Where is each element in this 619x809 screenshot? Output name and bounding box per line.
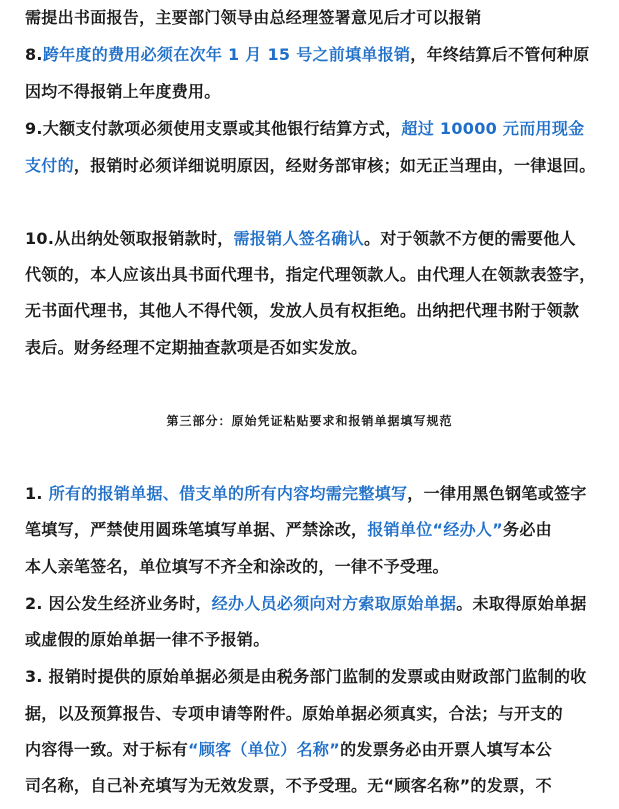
text-line [25,667,587,687]
highlighted-text: 经办人员必须向对方索取原始单据 [211,594,457,613]
text-line [25,119,584,139]
highlighted-text: 报销单位“经办人” [367,520,504,539]
section-heading: 第三部分：原始凭证粘贴要求和报销单据填写规范 [166,414,453,428]
text-segment: 表后。财务经理不定期抽查款项是否如实发放。 [25,338,368,357]
text-segment: 代领的，本人应该出具书面代理书，指定代理领款人。由代理人在领款表签字， [25,265,596,284]
text-segment: 本人亲笔签名，单位填写不齐全和涂改的，一律不予受理。 [25,557,449,576]
text-line [25,82,221,102]
text-line [25,265,596,285]
text-segment: 内容得一致。对于标有 [25,740,189,759]
text-line [25,594,587,614]
text-line [25,740,552,760]
text-segment: 的发票务必由开票人填写本公 [340,740,552,759]
text-line [25,520,552,540]
text-segment: 9.大额支付款项必须使用支票或其他银行结算方式， [25,119,402,138]
highlighted-text: 支付的 [25,156,74,175]
text-segment: ，一律用黑色钢笔或签字 [407,484,587,503]
text-segment: 据，以及预算报告、专项申请等附件。原始单据必须真实，合法；与开支的 [25,704,563,723]
highlighted-text: 所有的报销单据、借支单的所有内容均需完整填写 [48,484,408,503]
text-segment: 需提出书面报告，主要部门领导由总经理签署意见后才可以报销 [25,8,482,27]
highlighted-text: 超过 10000 元而用现金 [401,119,585,138]
text-segment: 务必由 [503,520,552,539]
text-segment: 或虚假的原始单据一律不予报销。 [25,630,270,649]
text-line [25,229,576,249]
text-segment: 。对于领款不方便的需要他人 [363,229,576,248]
text-line [25,45,590,65]
highlighted-text: 需报销人签名确认 [233,229,364,248]
text-segment: 1. [25,484,49,503]
text-segment: 因均不得报销上年度费用。 [25,82,221,101]
text-segment: 无书面代理书，其他人不得代领，发放人员有权拒绝。出纳把代理书附于领款 [25,301,580,320]
text-line [25,484,587,504]
text-line [25,630,270,650]
text-line [25,704,563,724]
highlighted-text: “顾客（单位）名称” [188,740,341,759]
text-segment: 8. [25,45,43,64]
text-segment: 笔填写，严禁使用圆珠笔填写单据、严禁涂改， [25,520,368,539]
text-line [25,156,596,176]
text-line [25,8,481,28]
text-segment: 。未取得原始单据 [456,594,587,613]
text-line [25,557,449,577]
text-segment: 司名称，自己补充填写为无效发票，不予受理。无“顾客名称”的发票，不 [25,776,552,795]
text-segment: ，报销时必须详细说明原因，经财务部审核；如无正当理由，一律退回。 [73,156,596,175]
text-line [25,338,367,358]
text-segment: 3. 报销时提供的原始单据必须是由税务部门监制的发票或由财政部门监制的收 [25,667,587,686]
text-segment: 10.从出纳处领取报销款时， [25,229,234,248]
highlighted-text: 跨年度的费用必须在次年 1 月 15 号之前填单报销 [42,45,411,64]
text-line [25,301,579,321]
text-segment: ，年终结算后不管何种原 [410,45,590,64]
text-line [25,776,552,796]
text-segment: 2. 因公发生经济业务时， [25,594,212,613]
